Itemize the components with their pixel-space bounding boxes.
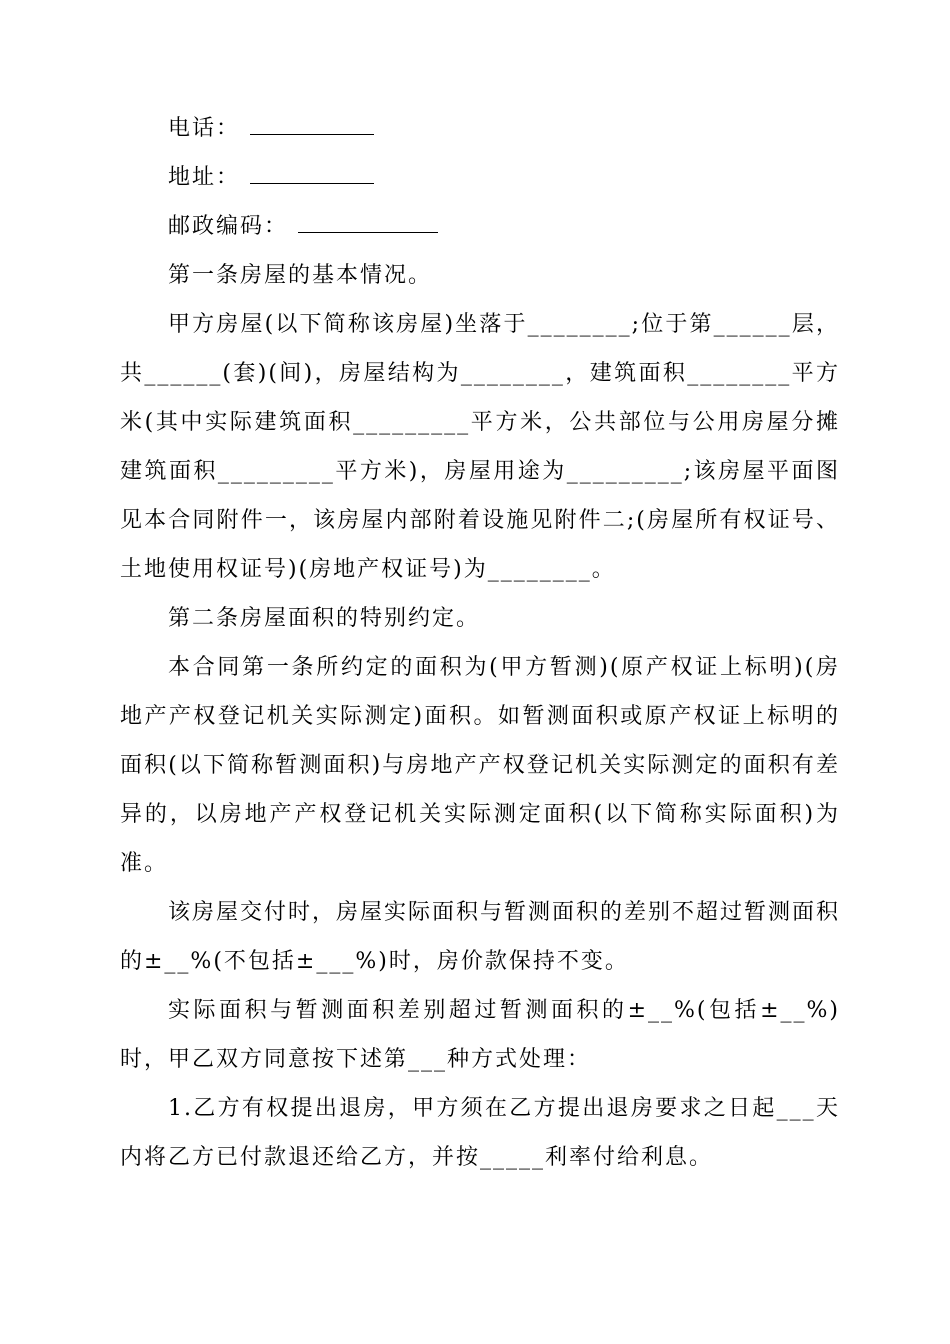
- phone-blank: [250, 114, 374, 135]
- contract-content: [120, 104, 840, 1182]
- address-label: 地址：: [168, 165, 241, 190]
- postal-code-label: 邮政编码：: [168, 214, 289, 239]
- article2-paragraph-2: 该房屋交付时，房屋实际面积与暂测面积的差别不超过暂测面积的±__%(不包括±___%)时，房价款保持不变。: [120, 900, 841, 974]
- address-field: [120, 153, 840, 202]
- article2-paragraph-1: 本合同第一条所约定的面积为(甲方暂测)(原产权证上标明)(房地产产权登记机关实际测定)面积。如暂测面积或原产权证上标明的面积(以下简称暂测面积)与房地产产权登记机关实际测定的面积有差异的，以房地产产权登记机关实际测定面积(以下简称实际面积)为准。: [120, 655, 840, 876]
- article1-body: 甲方房屋(以下简称该房屋)坐落于________;位于第______层，共______(套)(间)，房屋结构为________，建筑面积________平方米(其中实际建筑面积_________平方米，公共部位与公用房屋分摊建筑面积_________平方米)，房屋用途为_________;该房屋平面图见本合同附件一，该房屋内部附着设施见附件二;(房屋所有权证号、土地使用权证号)(房地产权证号)为________。: [120, 312, 840, 582]
- phone-label: 电话：: [168, 116, 241, 141]
- article2-paragraph-3: 实际面积与暂测面积差别超过暂测面积的±__%(包括±__%)时，甲乙双方同意按下述第___种方式处理：: [120, 998, 840, 1072]
- address-blank: [250, 163, 374, 184]
- postal-code-blank: [298, 212, 438, 233]
- article2-item-1: 1.乙方有权提出退房，甲方须在乙方提出退房要求之日起___天内将乙方已付款退还给乙方，并按_____利率付给利息。: [120, 1096, 840, 1170]
- article1-title: 第一条房屋的基本情况。: [168, 263, 433, 288]
- postal-code-field: [120, 202, 840, 251]
- phone-field: [120, 104, 840, 153]
- article2-title: 第二条房屋面积的特别约定。: [168, 606, 481, 631]
